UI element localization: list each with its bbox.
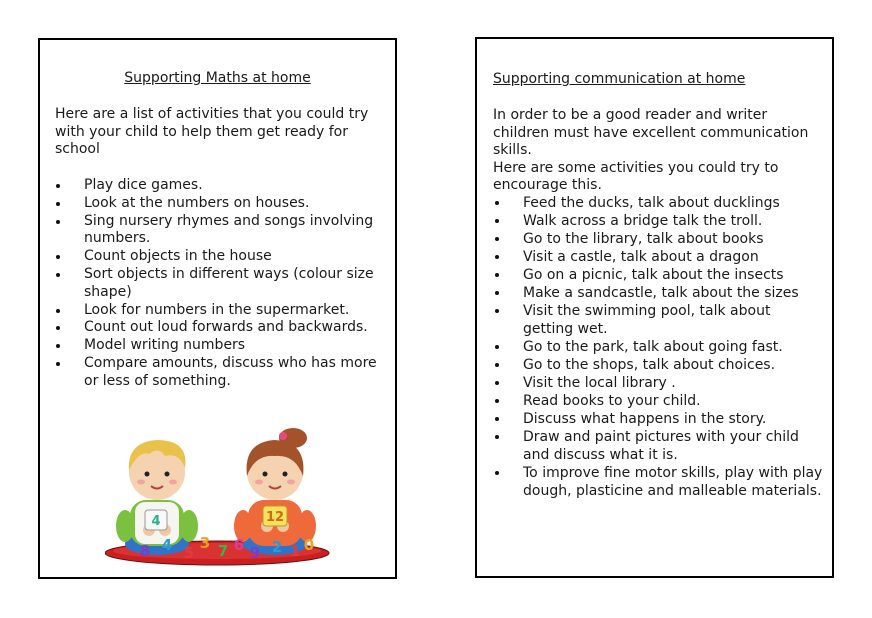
maths-activity-list	[54, 177, 384, 391]
mat-number: 2	[271, 538, 283, 556]
maths-card-intro: Here are a list of activities that you could try with your child to help them get ready for school	[55, 106, 369, 157]
activity-item: Draw and paint pictures with your child and discuss what it is.	[493, 428, 823, 464]
activity-item: Sort objects in different ways (colour size shape)	[54, 266, 384, 302]
mat-number: 3	[199, 534, 211, 552]
maths-card	[38, 38, 397, 579]
communication-activity-list	[493, 194, 823, 500]
activity-item: Discuss what happens in the story.	[493, 410, 823, 428]
activity-item: Go to the park, talk about going fast.	[493, 338, 823, 356]
maths-card-title: Supporting Maths at home	[124, 70, 311, 86]
activity-item: Model writing numbers	[54, 337, 384, 355]
mat-number: 5	[183, 544, 195, 562]
activity-item: Go to the library, talk about books	[493, 230, 823, 248]
activity-item: Walk across a bridge talk the troll.	[493, 212, 823, 230]
mat-number: 8	[139, 542, 151, 560]
communication-card-intro	[493, 107, 823, 195]
activity-item: Make a sandcastle, talk about the sizes	[493, 284, 823, 302]
activity-item: Visit the swimming pool, talk about getting wet.	[493, 302, 823, 338]
activity-item: Visit a castle, talk about a dragon	[493, 248, 823, 266]
activity-item: Go to the shops, talk about choices.	[493, 356, 823, 374]
communication-card	[475, 37, 834, 578]
girl-number-sign: 12	[265, 510, 285, 525]
mat-number: 9	[249, 544, 261, 562]
mat-number: 4	[161, 536, 173, 554]
communication-card-title: Supporting communication at home	[493, 71, 746, 87]
mat-number: 0	[303, 536, 315, 554]
activity-item: Go on a picnic, talk about the insects	[493, 266, 823, 284]
activity-item: Feed the ducks, talk about ducklings	[493, 194, 823, 212]
intro-line: Here are some activities you could try to encourage this.	[493, 159, 779, 193]
intro-line: In order to be a good reader and writer children must have excellent communication skills.	[493, 107, 809, 158]
activity-item: Look at the numbers on houses.	[54, 195, 384, 213]
activity-item: Sing nursery rhymes and songs involving numbers.	[54, 213, 384, 249]
boy-number-sign: 4	[151, 514, 161, 529]
activity-item: Compare amounts, discuss who has more or less of something.	[54, 355, 384, 391]
activity-item: Read books to your child.	[493, 392, 823, 410]
activity-item: Look for numbers in the supermarket.	[54, 302, 384, 320]
mat-number: 6	[233, 536, 245, 554]
activity-item: Count objects in the house	[54, 248, 384, 266]
children-counting-icon	[105, 422, 330, 567]
activity-item: Visit the local library .	[493, 374, 823, 392]
mat-number: 1	[289, 542, 301, 560]
activity-item: Count out loud forwards and backwards.	[54, 319, 384, 337]
mat-number: 7	[217, 542, 229, 560]
activity-item: To improve fine motor skills, play with play dough, plasticine and malleable materials.	[493, 464, 823, 500]
activity-item: Play dice games.	[54, 177, 384, 195]
boy-figure	[116, 440, 198, 555]
